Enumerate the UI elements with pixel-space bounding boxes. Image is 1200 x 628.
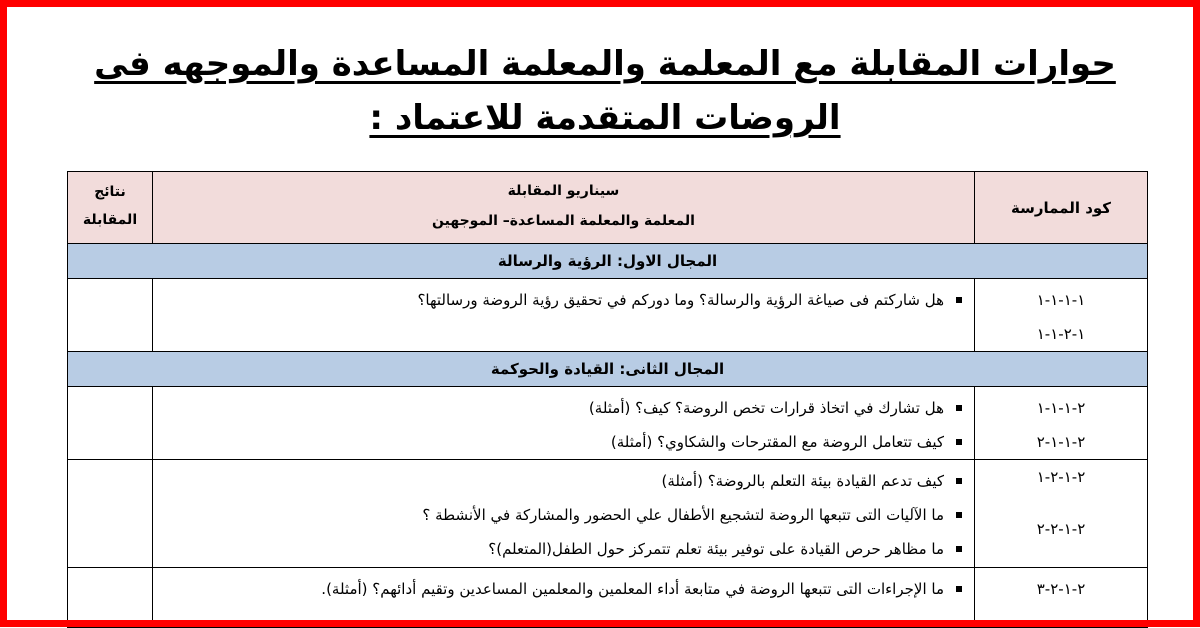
header-results-cell xyxy=(68,172,153,244)
domain-row-2 xyxy=(68,352,1148,387)
practice-code: ١-١-١-١ xyxy=(1036,291,1086,309)
header-code-label: كود الممارسة xyxy=(1010,198,1112,217)
practice-code-cell xyxy=(975,387,1148,460)
table-row xyxy=(68,568,1148,628)
question-item: هل شاركتم فى صياغة الرؤية والرسالة؟ وما دوركم في تحقيق رؤية الروضة ورسالتها؟ xyxy=(153,283,964,317)
question-list xyxy=(153,460,974,566)
practice-code: ٢-١-١-١ xyxy=(1036,399,1086,417)
question-item: ما الإجراءات التى تتبعها الروضة في متابعة أداء المعلمين والمعلمين المساعدين وتقيم أدائهم؟ (أمثلة). xyxy=(153,572,964,606)
header-results-line-2: المقابلة xyxy=(82,212,138,228)
question-cell xyxy=(153,460,975,568)
result-cell xyxy=(68,568,153,628)
question-list xyxy=(153,387,974,459)
question-item: هل تشارك في اتخاذ قرارات تخص الروضة؟ كيف؟ (أمثلة) xyxy=(153,391,964,425)
practice-code-spacer xyxy=(975,490,1147,516)
practice-code: ٢-١-٢-٣ xyxy=(1036,580,1086,598)
domain-heading: المجال الاول: الرؤية والرسالة xyxy=(68,244,1148,279)
interview-table xyxy=(67,171,1148,628)
question-item: كيف تتعامل الروضة مع المقترحات والشكاوي؟ (أمثلة) xyxy=(153,425,964,459)
question-cell xyxy=(153,568,975,628)
header-results-line-1: نتائج xyxy=(94,184,126,200)
header-code-cell xyxy=(975,172,1148,244)
practice-code-cell xyxy=(975,460,1148,568)
practice-code: ٢-١-١-٢ xyxy=(1036,433,1086,451)
domain-row-1 xyxy=(68,244,1148,279)
result-cell xyxy=(68,460,153,568)
practice-code: ٢-١-٢-٢ xyxy=(1036,520,1086,538)
question-item: كيف تدعم القيادة بيئة التعلم بالروضة؟ (أمثلة) xyxy=(153,464,964,498)
page-title-line-1: حوارات المقابلة مع المعلمة والمعلمة المساعدة والموجهه فى xyxy=(94,44,1116,84)
result-cell xyxy=(68,387,153,460)
table-row xyxy=(68,279,1148,352)
question-item: ما مظاهر حرص القيادة على توفير بيئة تعلم تتمركز حول الطفل(المتعلم)؟ xyxy=(153,532,964,566)
table-row xyxy=(68,460,1148,568)
header-scenario-title: سيناريو المقابلة xyxy=(507,183,620,199)
practice-code-cell xyxy=(975,279,1148,352)
header-scenario-cell xyxy=(153,172,975,244)
question-list xyxy=(153,279,974,317)
question-list xyxy=(153,568,974,606)
domain-heading: المجال الثانى: القيادة والحوكمة xyxy=(68,352,1148,387)
practice-code-cell xyxy=(975,568,1148,628)
question-cell xyxy=(153,279,975,352)
table-row xyxy=(68,387,1148,460)
page-title-line-2: الروضات المتقدمة للاعتماد : xyxy=(369,98,841,138)
result-cell xyxy=(68,279,153,352)
question-item: ما الآليات التى تتبعها الروضة لتشجيع الأطفال علي الحضور والمشاركة في الأنشطة ؟ xyxy=(153,498,964,532)
practice-code: ١-٢-١-١ xyxy=(1036,325,1086,343)
header-scenario-subtitle: المعلمة والمعلمة المساعدة– الموجهين xyxy=(432,213,695,229)
table-header-row xyxy=(68,172,1148,244)
question-cell xyxy=(153,387,975,460)
practice-code: ٢-١-٢-١ xyxy=(1036,468,1086,486)
